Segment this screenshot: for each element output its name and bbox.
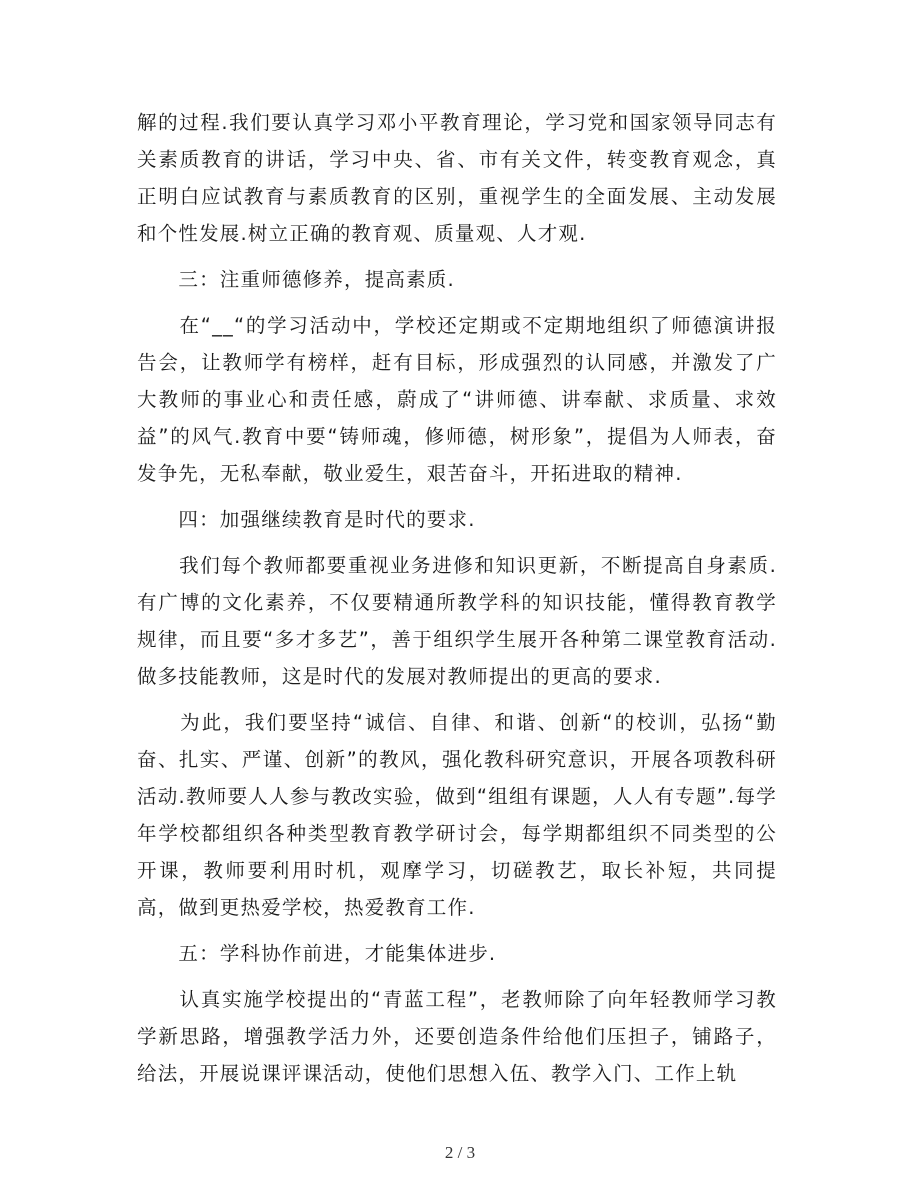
document-body — [137, 104, 777, 1092]
paragraph-teacher-ethics: 在“__“的学习活动中，学校还定期或不定期地组织了师德演讲报告会，让教师学有榜样，赶有目标，形成强烈的认同感，并激发了广大教师的事业心和责任感，蔚成了“讲师德、讲奉献、求质量、求效益”的风气.教育中要“铸师魂，修师德，树形象”，提倡为人师表，奋发争先，无私奉献，敬业爱生，艰苦奋斗，开拓进取的精神. — [137, 314, 777, 485]
heading-section-three: 三：注重师德修养，提高素质. — [137, 268, 455, 291]
paragraph-continuing-education: 我们每个教师都要重视业务进修和知识更新，不断提高自身素质.有广博的文化素养，不仅要精通所教学科的知识技能，懂得教育教学规律，而且要“多才多艺”，善于组织学生展开各种第二课堂教育活动.做多技能教师，这是时代的发展对教师提出的更高的要求. — [137, 554, 777, 688]
paragraph-blue-project: 认真实施学校提出的“青蓝工程”，老教师除了向年轻教师学习教学新思路，增强教学活力外，还要创造条件给他们压担子，铺路子，给法，开展说课评课活动，使他们思想入伍、教学入门、工作上轨 — [137, 988, 777, 1085]
paragraph-school-motto: 为此，我们要坚持“诚信、自律、和谐、创新“的校训，弘扬“勤奋、扎实、严谨、创新”的教风，强化教科研究意识，开展各项教科研活动.教师要人人参与教改实验，做到“组组有课题，人人有专题”.每学年学校都组织各种类型教育教学研讨会，每学期都组织不同类型的公开课，教师要利用时机，观摩学习，切磋教艺，取长补短，共同提高，做到更热爱学校，热爱教育工作. — [137, 711, 777, 919]
heading-section-four: 四：加强继续教育是时代的要求. — [137, 508, 476, 531]
page-number: 2 / 3 — [444, 1143, 476, 1162]
paragraph-process: 解的过程.我们要认真学习邓小平教育理论，学习党和国家领导同志有关素质教育的讲话，学习中央、省、市有关文件，转变教育观念，真正明白应试教育与素质教育的区别，重视学生的全面发展、主动发展和个性发展.树立正确的教育观、质量观、人才观. — [137, 111, 777, 245]
heading-section-five: 五：学科协作前进，才能集体进步. — [137, 942, 497, 965]
